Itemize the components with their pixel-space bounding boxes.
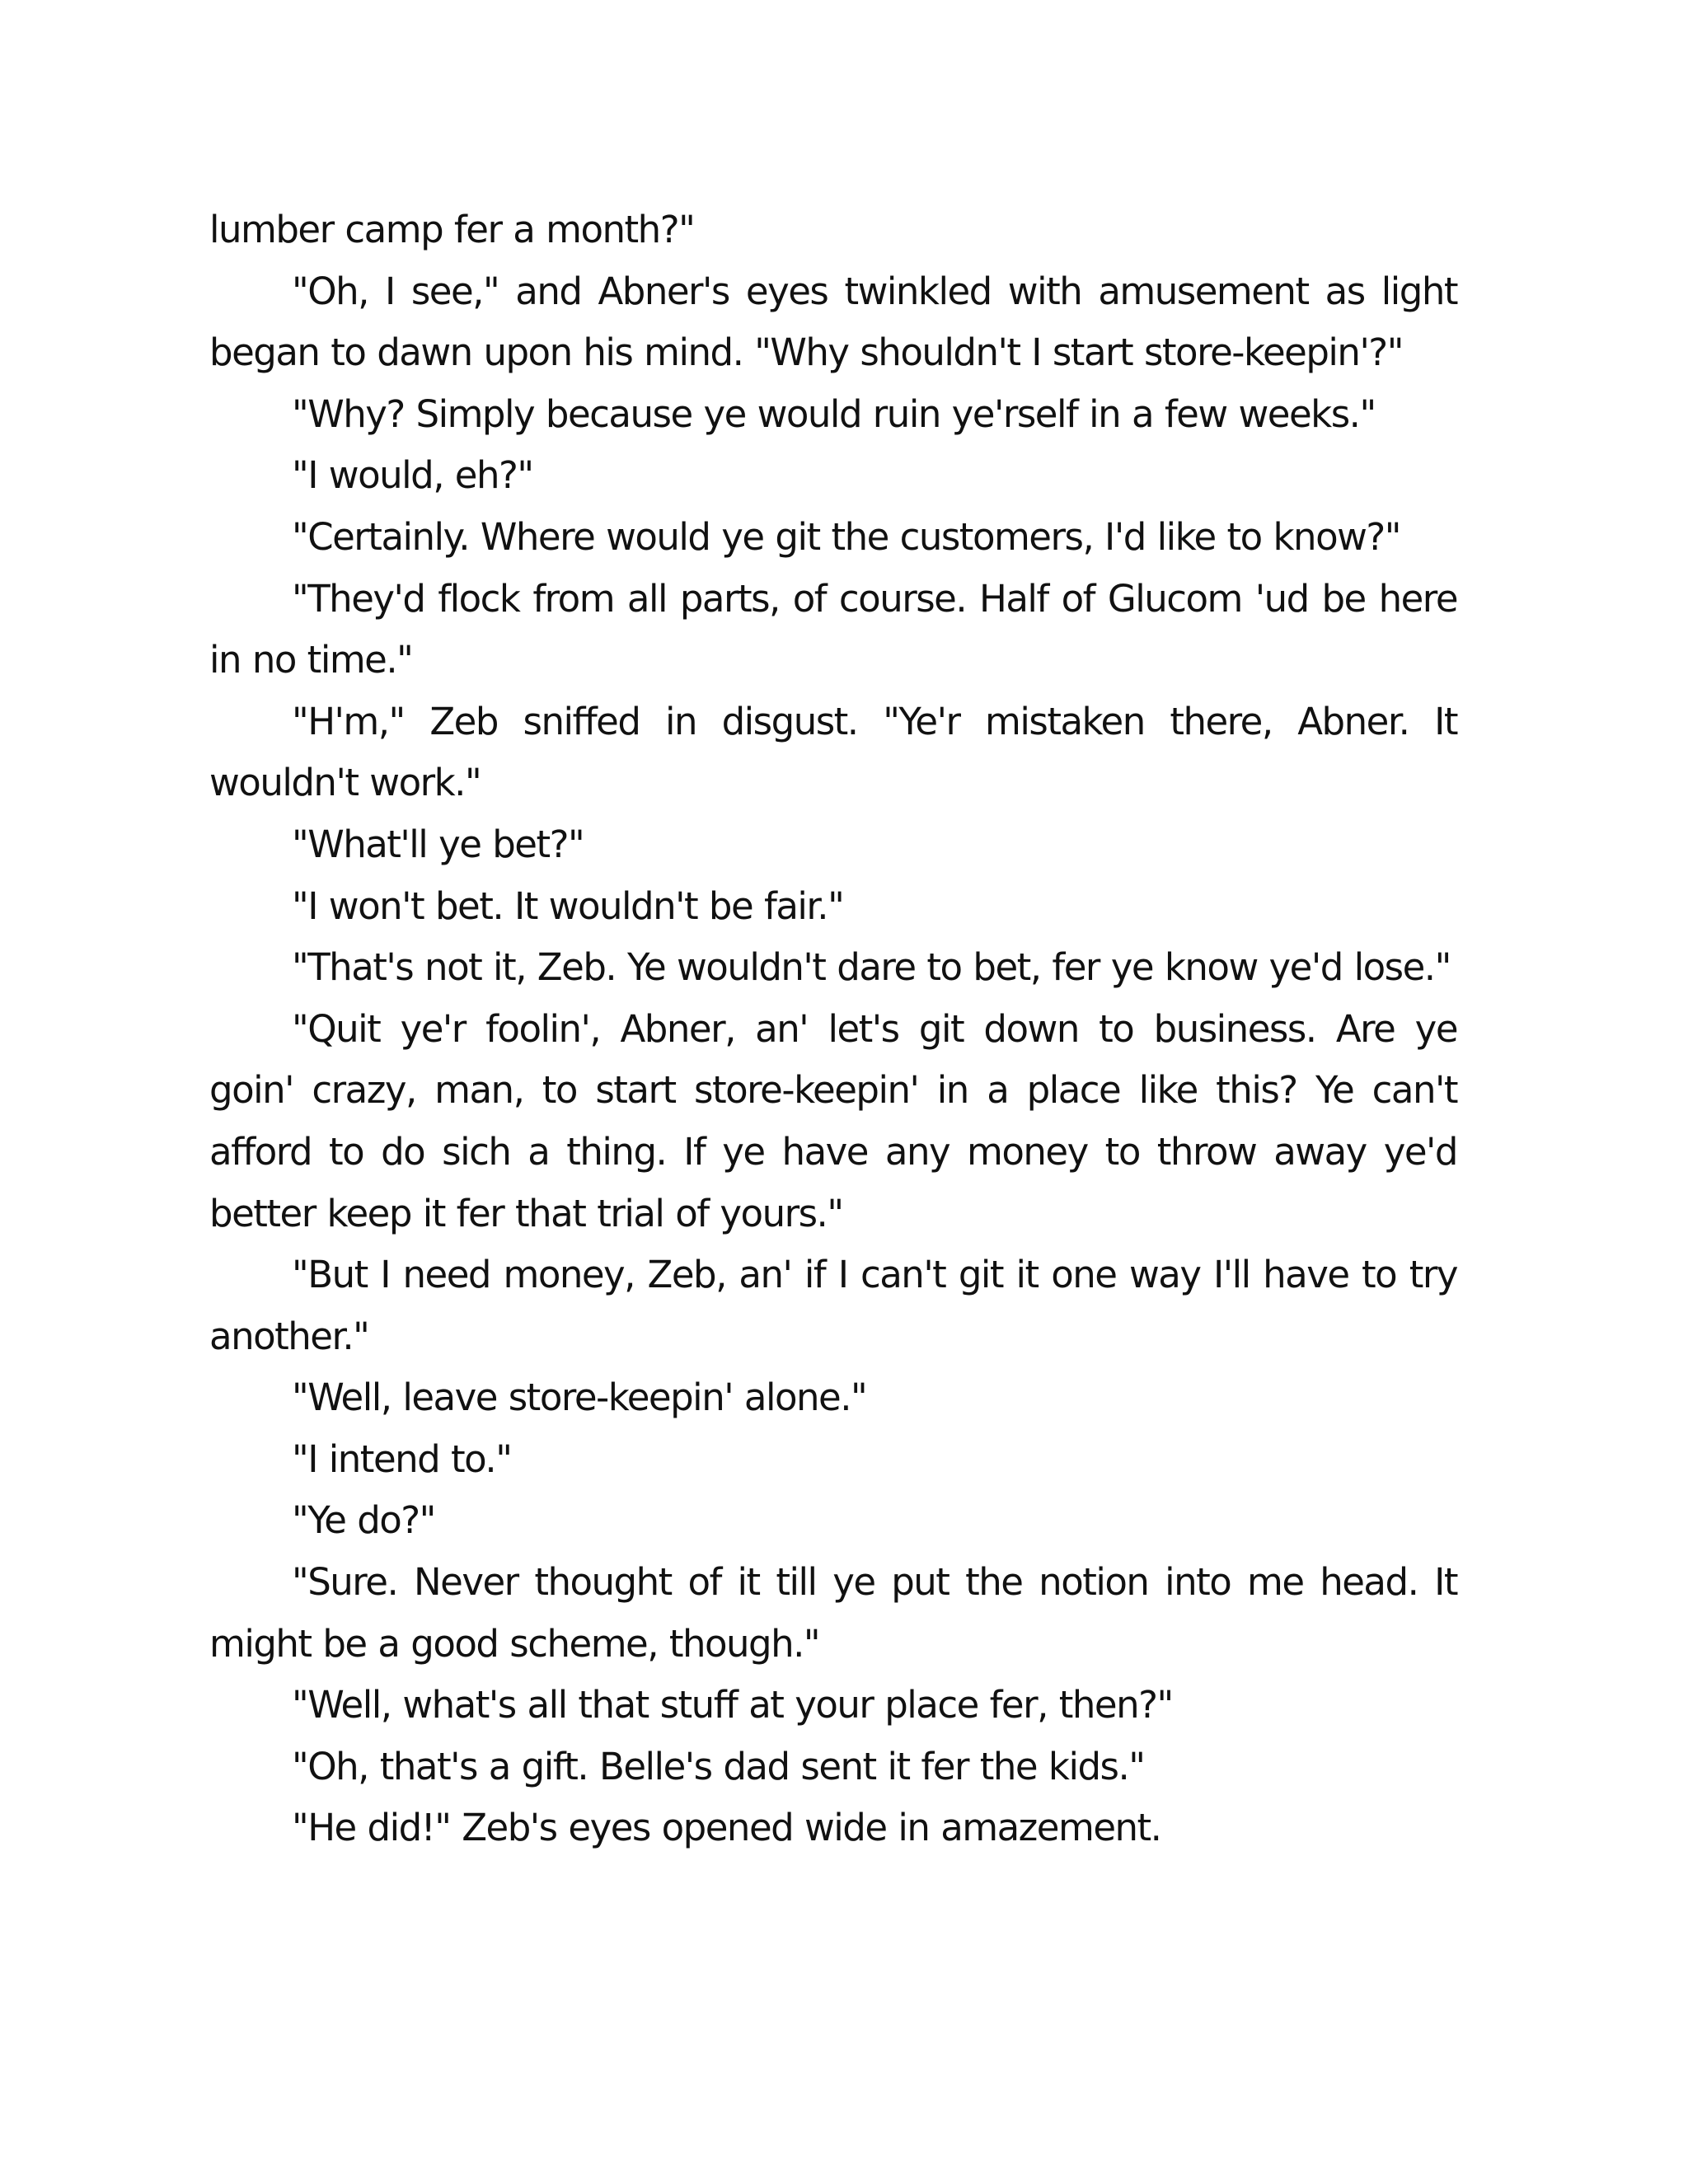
paragraph: "I intend to." [292, 1436, 512, 1481]
paragraph: "H'm," Zeb sniffed in disgust. "Ye'r mistaken there, Abner. It wouldn't work." [209, 699, 1457, 805]
paragraph: "What'll ye bet?" [292, 822, 584, 866]
paragraph: "They'd flock from all parts, of course. Half of Glucom 'ud be here in no time." [209, 576, 1457, 682]
paragraph: "Oh, I see," and Abner's eyes twinkled with amusement as light began to dawn upon his mind. "Why shouldn't I start store-keepin'?" [209, 269, 1457, 375]
paragraph: "Sure. Never thought of it till ye put the notion into me head. It might be a good scheme, though." [209, 1560, 1457, 1666]
paragraph: "I would, eh?" [292, 453, 533, 498]
paragraph: "Well, leave store-keepin' alone." [292, 1376, 867, 1420]
paragraph: lumber camp fer a month?" [209, 208, 695, 251]
paragraph: "Quit ye'r foolin', Abner, an' let's git down to business. Are ye goin' crazy, man, to start store-keepin' in a place like this? Ye can't afford to do sich a thing. If ye have any money to throw away ye'd better keep it fer that trial of yours." [209, 1006, 1457, 1235]
paragraph: "Why? Simply because ye would ruin ye'rself in a few weeks." [292, 391, 1376, 436]
page-body [209, 199, 1457, 1859]
paragraph: "Well, what's all that stuff at your place fer, then?" [292, 1683, 1173, 1727]
paragraph: "But I need money, Zeb, an' if I can't git it one way I'll have to try another." [209, 1253, 1457, 1358]
paragraph: "He did!" Zeb's eyes opened wide in amazement. [292, 1806, 1161, 1850]
paragraph: "Oh, that's a gift. Belle's dad sent it fer the kids." [292, 1744, 1145, 1788]
paragraph: "Certainly. Where would ye git the customers, I'd like to know?" [292, 514, 1400, 559]
paragraph: "That's not it, Zeb. Ye wouldn't dare to bet, fer ye know ye'd lose." [292, 945, 1451, 990]
paragraph: "I won't bet. It wouldn't be fair." [292, 883, 844, 928]
paragraph: "Ye do?" [292, 1498, 435, 1543]
